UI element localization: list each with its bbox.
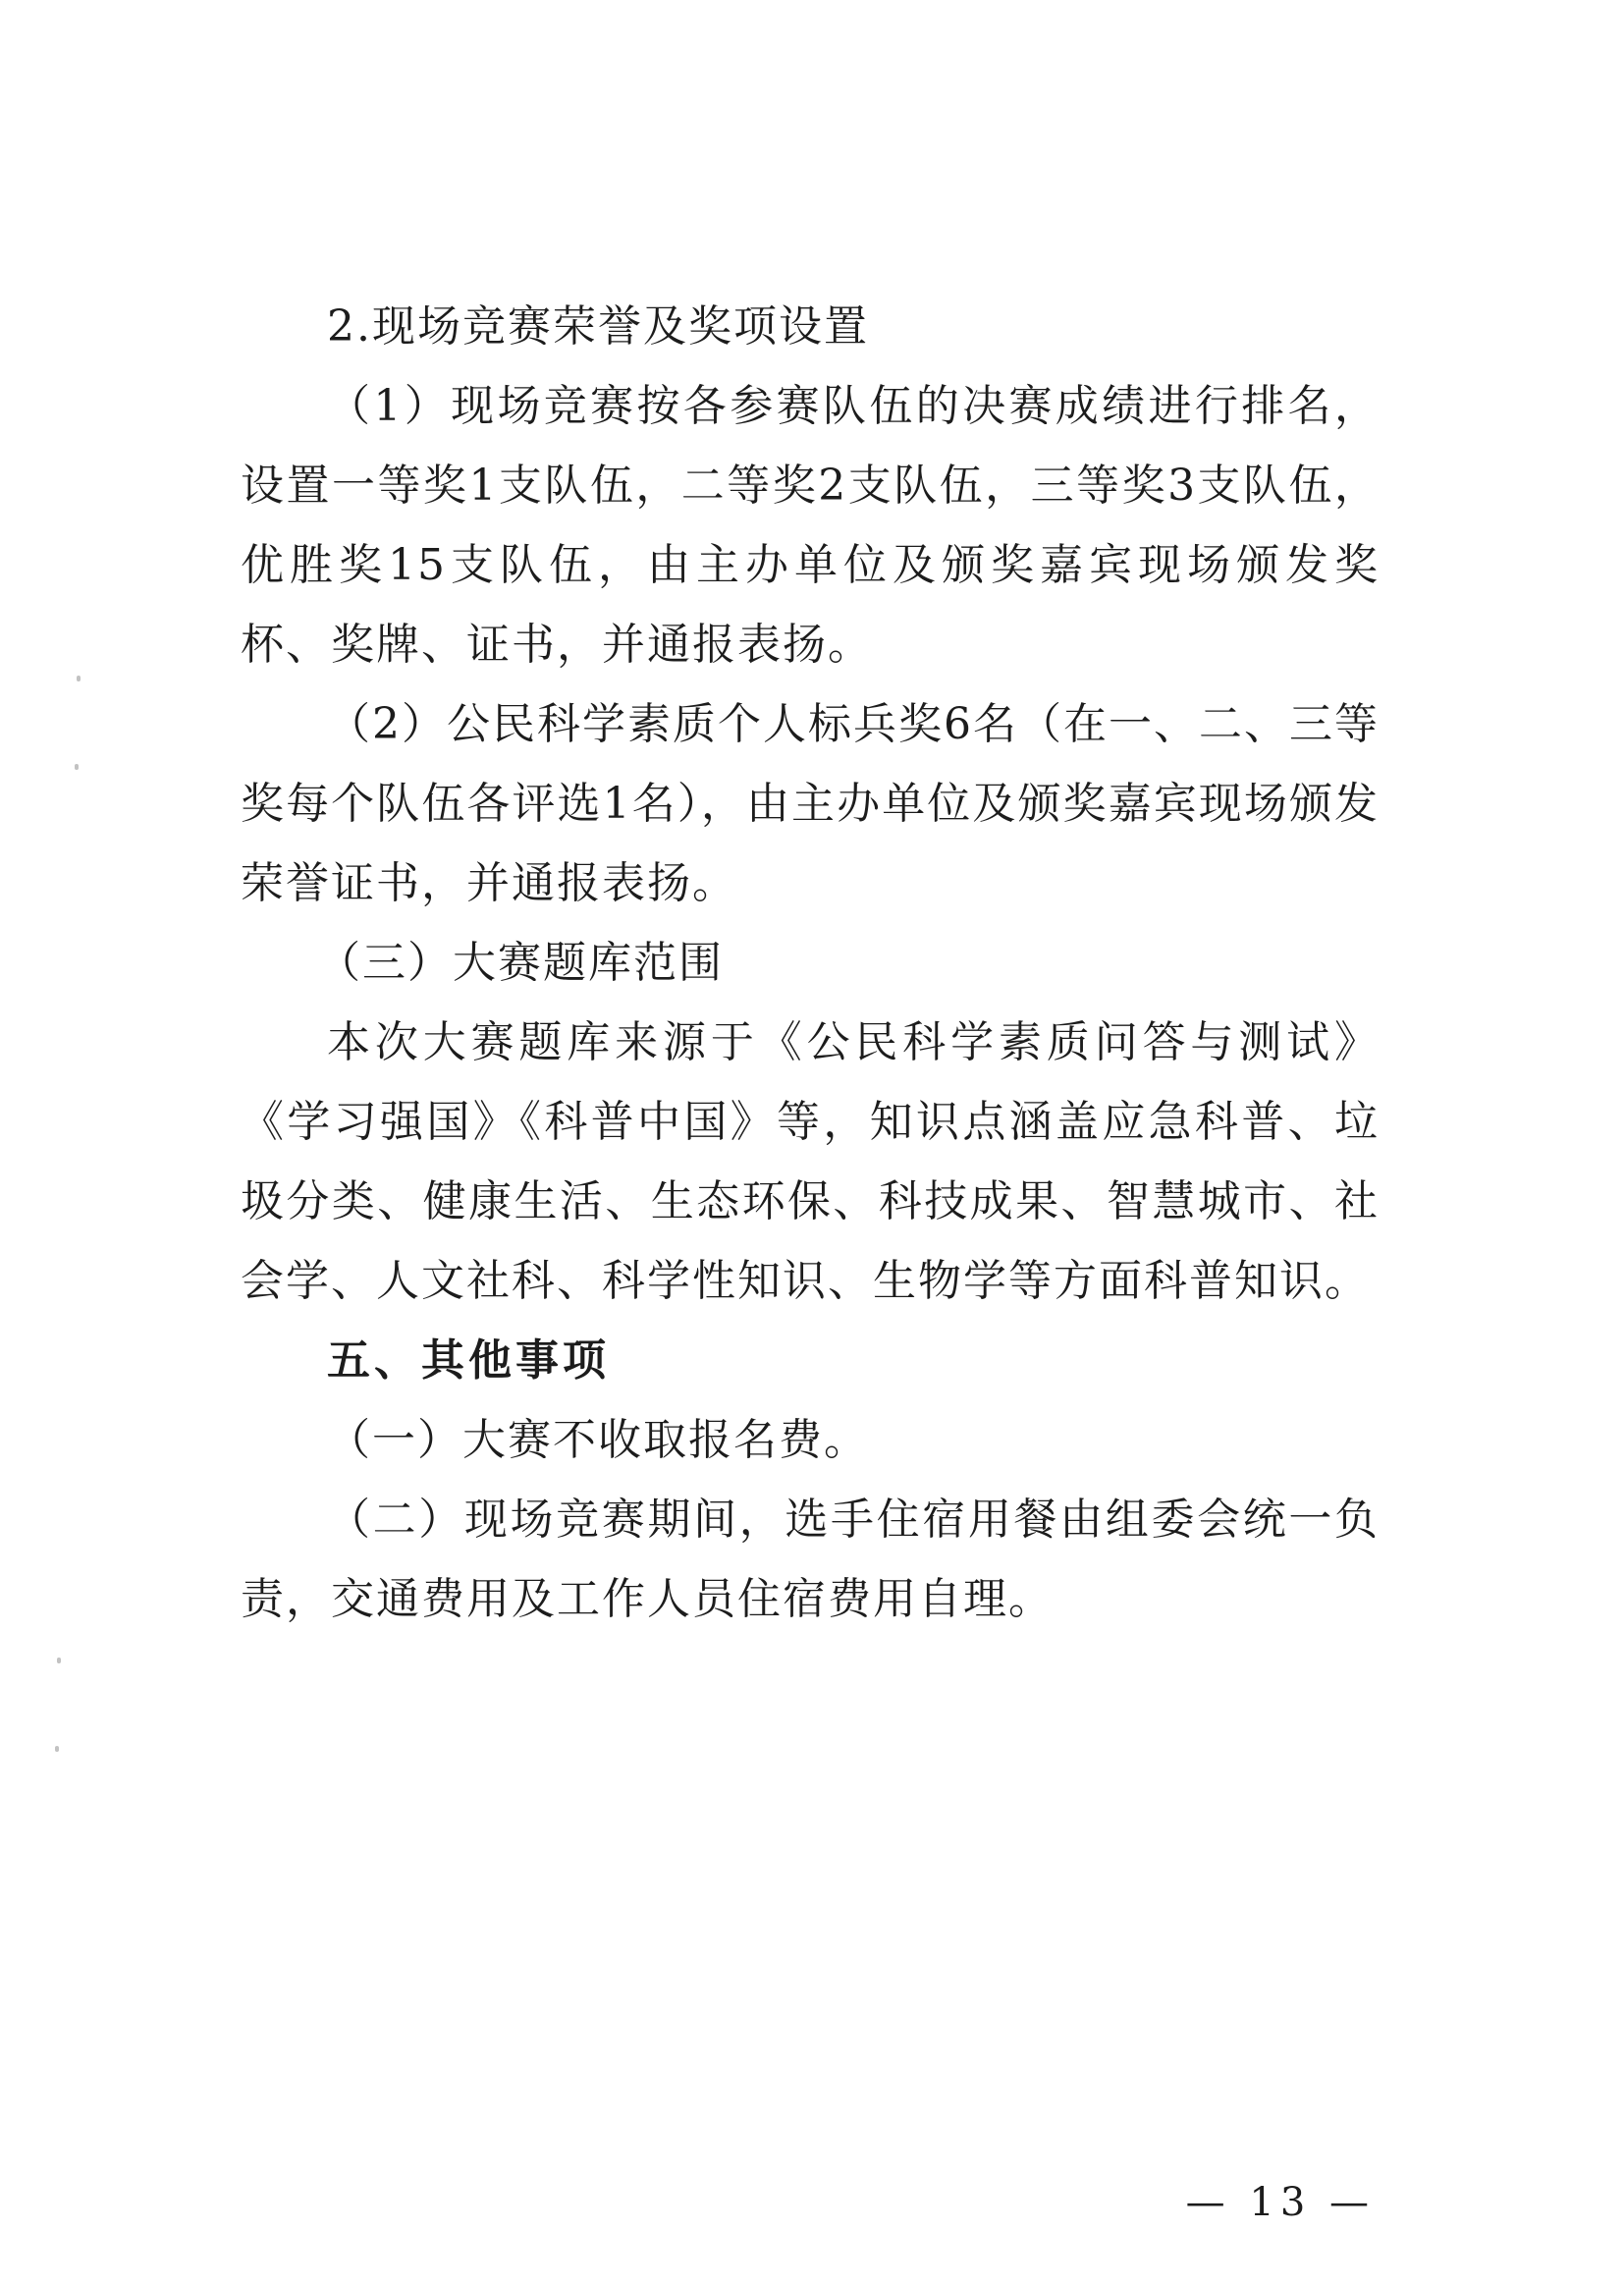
paragraph-accommodation: （二）现场竞赛期间，选手住宿用餐由组委会统一负责，交通费用及工作人员住宿费用自理。: [241, 1495, 1380, 1624]
page-number: — 13 —: [1185, 2180, 1375, 2225]
section-heading-other-matters: 五、其他事项: [327, 1335, 610, 1386]
scan-speck: [57, 1658, 61, 1663]
paragraph-question-bank: 本次大赛题库来源于《公民科学素质问答与测试》《学习强国》《科普中国》等，知识点涵盖应急科普、垃圾分类、健康生活、生态环保、科技成果、智慧城市、社会学、人文社科、科学性知识、生物学等方面科普知识。: [241, 1017, 1380, 1306]
scan-speck: [75, 764, 79, 770]
paragraph-registration-fee: （一）大赛不收取报名费。: [327, 1415, 869, 1465]
scan-speck: [77, 676, 81, 681]
scan-speck: [55, 1746, 59, 1752]
document-body: [241, 287, 1380, 1639]
section-subheading-awards: 2.现场竞赛荣誉及奖项设置: [327, 301, 869, 352]
paragraph-team-awards: （1）现场竞赛按各参赛队伍的决赛成绩进行排名，设置一等奖1支队伍，二等奖2支队伍，三等奖3支队伍，优胜奖15支队伍，由主办单位及颁奖嘉宾现场颁发奖杯、奖牌、证书，并通报表扬。: [241, 381, 1380, 670]
paragraph-individual-award: （2）公民科学素质个人标兵奖6名（在一、二、三等奖每个队伍各评选1名），由主办单位及颁奖嘉宾现场颁发荣誉证书，并通报表扬。: [241, 699, 1380, 908]
section-heading-question-bank: （三）大赛题库范围: [317, 938, 724, 988]
